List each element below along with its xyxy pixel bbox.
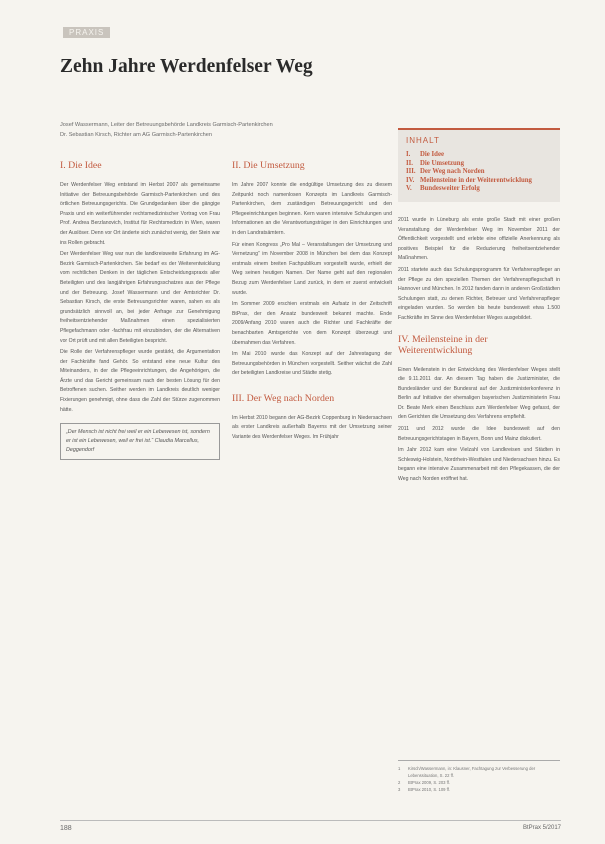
- section-heading-umsetzung: II. Die Umsetzung: [232, 160, 305, 171]
- toc-item[interactable]: [406, 160, 552, 169]
- paragraph: 2011 startete auch das Schulungsprogramm für Verfahrenspfleger an der Pflege zu den speziellen Themen der Verfahrenspflegschaft in Hannover und München. In 2012 fanden dann in anderen Großstädten Schulungen statt, zu denen Richter, Betreuer und Verfahrenspfleger eingeladen wurden. So werden bis heute bundesweit etwa 1.500 Fachkräfte im Sinne des Werdenfelser Weges ausgebildet.: [398, 266, 560, 321]
- paragraph: Im Mai 2010 wurde das Konzept auf der Jahrestagung der Betreuungsbehörden in München vorgestellt. Seither wächst die Zahl der beteiligten Landkreise und Städte stetig.: [232, 351, 392, 377]
- section-rubric: PRAXIS: [63, 27, 110, 38]
- toc-label: Die Umsetzung: [420, 159, 464, 167]
- paragraph: Der Werdenfelser Weg entstand im Herbst 2007 als gemeinsame Initiative der Betreuungsbehörde Garmisch-Partenkirchen und des örtlichen Betreuungsgerichts. Die Grundgedanken über die gängige Praxis und ein weiterführender rechtsmedizinischer Vortrag von Frau Prof. Andrea Berzlanovich, Institut für Rechtsmedizin in Wien, waren der Auslöser. Denn vor Ort änderte sich zunächst wenig, der Stein war ins Rollen gebracht.: [60, 182, 221, 246]
- footnote-number: 3: [398, 787, 401, 792]
- footnotes: [398, 760, 560, 793]
- toc-number: III.: [406, 168, 416, 176]
- toc-item[interactable]: [406, 185, 552, 194]
- toc-item[interactable]: [406, 177, 552, 186]
- footnote-text: BtPrax 2009, S. 203 ff.: [408, 780, 451, 785]
- toc-number: IV.: [406, 176, 415, 184]
- toc-item[interactable]: [406, 168, 552, 177]
- page-number: 188: [60, 825, 72, 832]
- footnote: [398, 765, 560, 779]
- toc-number: II.: [406, 159, 413, 167]
- footnote: [398, 779, 560, 786]
- section-heading-norden: III. Der Weg nach Norden: [232, 392, 335, 404]
- column-middle: [232, 156, 392, 445]
- paragraph: Die Rolle der Verfahrenspfleger wurde gestärkt, die Argumentation der Fachkräfte fand Gehör. So entstand eine neue Kultur des Miteinanders, in der die Pflegeeinrichtungen, die Angehörigen, die Ärzte und das Gericht gemeinsam nach der besten Lösung für den Betroffenen suchen. Seither werden im Landkreis deutlich weniger Fixierungen genehmigt, ohne dass die Zahl der Stürze zugenommen hätte.: [60, 349, 220, 413]
- column-left: [60, 156, 220, 460]
- paragraph: Für einen Kongress „Pro Mal – Veranstaltungen der Umsetzung und Vernetzung“ im November 2008 in München bei dem das Konzept erstmals einem breiten Fachpublikum vorgestellt wurde, erhielt der Weg seinen heutigen Namen. Der Name geht auf den regionalen Bezug zum Werdenfelser Land zurück, in dem er zuerst entwickelt wurde.: [232, 241, 392, 296]
- toc-item[interactable]: [406, 151, 552, 160]
- toc-label: Der Weg nach Norden: [420, 168, 485, 176]
- author-line: Dr. Sebastian Kirsch, Richter am AG Garmisch-Partenkirchen: [60, 132, 213, 138]
- footnote-number: 2: [398, 780, 401, 785]
- paragraph: Im Herbst 2010 begann der AG-Bezirk Coppenburg in Niedersachsen als erster Landkreis außerhalb Bayerns mit der Umsetzung seiner Variante des Werdenfelser Weges. Im Frühjahr: [232, 414, 392, 441]
- toc-label: Die Idee: [420, 151, 444, 158]
- toc-label: Meilensteine in der Weiterentwicklung: [420, 176, 532, 184]
- table-of-contents: [398, 128, 560, 202]
- paragraph: Der Werdenfelser Weg war nun die landkreisweite Erfahrung im AG-Bezirk Garmisch-Partenkirchen. Sie bedarf es der Weiterentwicklung vom rechtlichen Denken in der täglichen Entscheidungspraxis aller Beteiligten und des langjährigen Erfahrungsschatzes aus der Pflege und der Betreuung. Josef Wassermann und der Amtsrichter Dr. Sebastian Kirsch, die erste Betreuungsrichter waren, sahen es als grundsätzlich sinnvoll an, bei jeder Anfrage zur Genehmigung freiheitsentziehender Maßnahmen einen spezialisierten Pflegefachmann oder -fachfrau mit einzubinden, der die Alternativen vor Ort prüft und mit allen Beteiligten bespricht.: [60, 251, 220, 344]
- section-heading-idee: I. Die Idee: [60, 160, 102, 171]
- section-heading-meilensteine: IV. Meilensteine in der Weiterentwicklung: [398, 333, 488, 356]
- journal-issue: BtPrax 5/2017: [522, 825, 561, 831]
- column-right: [398, 128, 560, 487]
- paragraph: Im Sommer 2009 erschien erstmals ein Aufsatz in der Zeitschrift BtPrax, der den Ansatz bundesweit bekannt machte. Ende 2009/Anfang 2010 waren auch die Richter und Fachkräfte der benachbarten Amtsgerichte von dem Konzept überzeugt und übernahmen das Verfahren.: [232, 301, 392, 346]
- footer-divider: [60, 820, 561, 821]
- paragraph: Einen Meilenstein in der Entwicklung des Werdenfelser Weges stellt die 9.11.2011 dar. An diesem Tag haben die Justizminister, die Bundesländer und der Bundesrat auf der Justizministerkonferenz in Berlin auf Initiative der ehemaligen bayerischen Justizministerin Frau Dr. Beate Merk einen Beschluss zum Werdenfelser Weg gefasst, der den Gerichten die Umsetzung des Verfahrens empfiehlt.: [398, 366, 560, 421]
- footnote-text: BtPrax 2010, S. 109 ff.: [408, 787, 451, 792]
- pull-quote: „Der Mensch ist nicht frei weil er ein Lebewesen ist, sondern er ist ein Lebewesen, weil er frei ist.“ Claudia Marcellus, Deggendorf: [60, 423, 220, 460]
- toc-number: I.: [406, 151, 411, 158]
- toc-title: INHALT: [406, 136, 440, 145]
- article-title: Zehn Jahre Werdenfelser Weg: [60, 56, 313, 77]
- footnote-number: 1: [398, 766, 401, 771]
- paragraph: 2011 und 2012 wurde die Idee bundesweit auf den Betreuungsgerichtstagen in Bayern, Bonn und Mainz diskutiert.: [398, 426, 560, 442]
- toc-label: Bundesweiter Erfolg: [420, 185, 480, 193]
- toc-number: V.: [406, 185, 412, 193]
- author-block: [60, 120, 390, 140]
- footnote-text: Kirsch/Wassermann, in: Klausner, Fachtagung zur Verbesserung der Lebenssituation, S. 22 ff.: [408, 766, 536, 778]
- author-line: Josef Wassermann, Leiter der Betreuungsbehörde Landkreis Garmisch-Partenkirchen: [60, 122, 273, 128]
- paragraph: Im Jahre 2007 konnte die endgültige Umsetzung des zu diesem Zeitpunkt noch namenlosen Konzepts im Landkreis Garmisch-Partenkirchen, dem zuständigen Betreuungsgericht und den Pflegeeinrichtungen beginnen. Kern waren intensive Schulungen und Informationen an die Verantwortungsträger in den Einrichtungen und in den Landratsämtern.: [232, 182, 392, 236]
- footnote: [398, 786, 560, 793]
- paragraph: 2011 wurde in Lüneburg als erste große Stadt mit einer großen Veranstaltung der Werdenfelser Weg im November 2011 der Öffentlichkeit vorgestellt und erlebte eine offizielle Anerkennung als positives Beispiel für die Reduzierung freiheitsentziehender Maßnahmen.: [398, 216, 560, 262]
- paragraph: Im Jahr 2012 kam eine Vielzahl von Landkreisen und Städten in Schleswig-Holstein, Nordrhein-Westfalen und Niedersachsen hinzu. Es begann eine intensive Zusammenarbeit mit den Pflegekassen, die der Weg nach Norden eröffnet hat.: [398, 447, 560, 483]
